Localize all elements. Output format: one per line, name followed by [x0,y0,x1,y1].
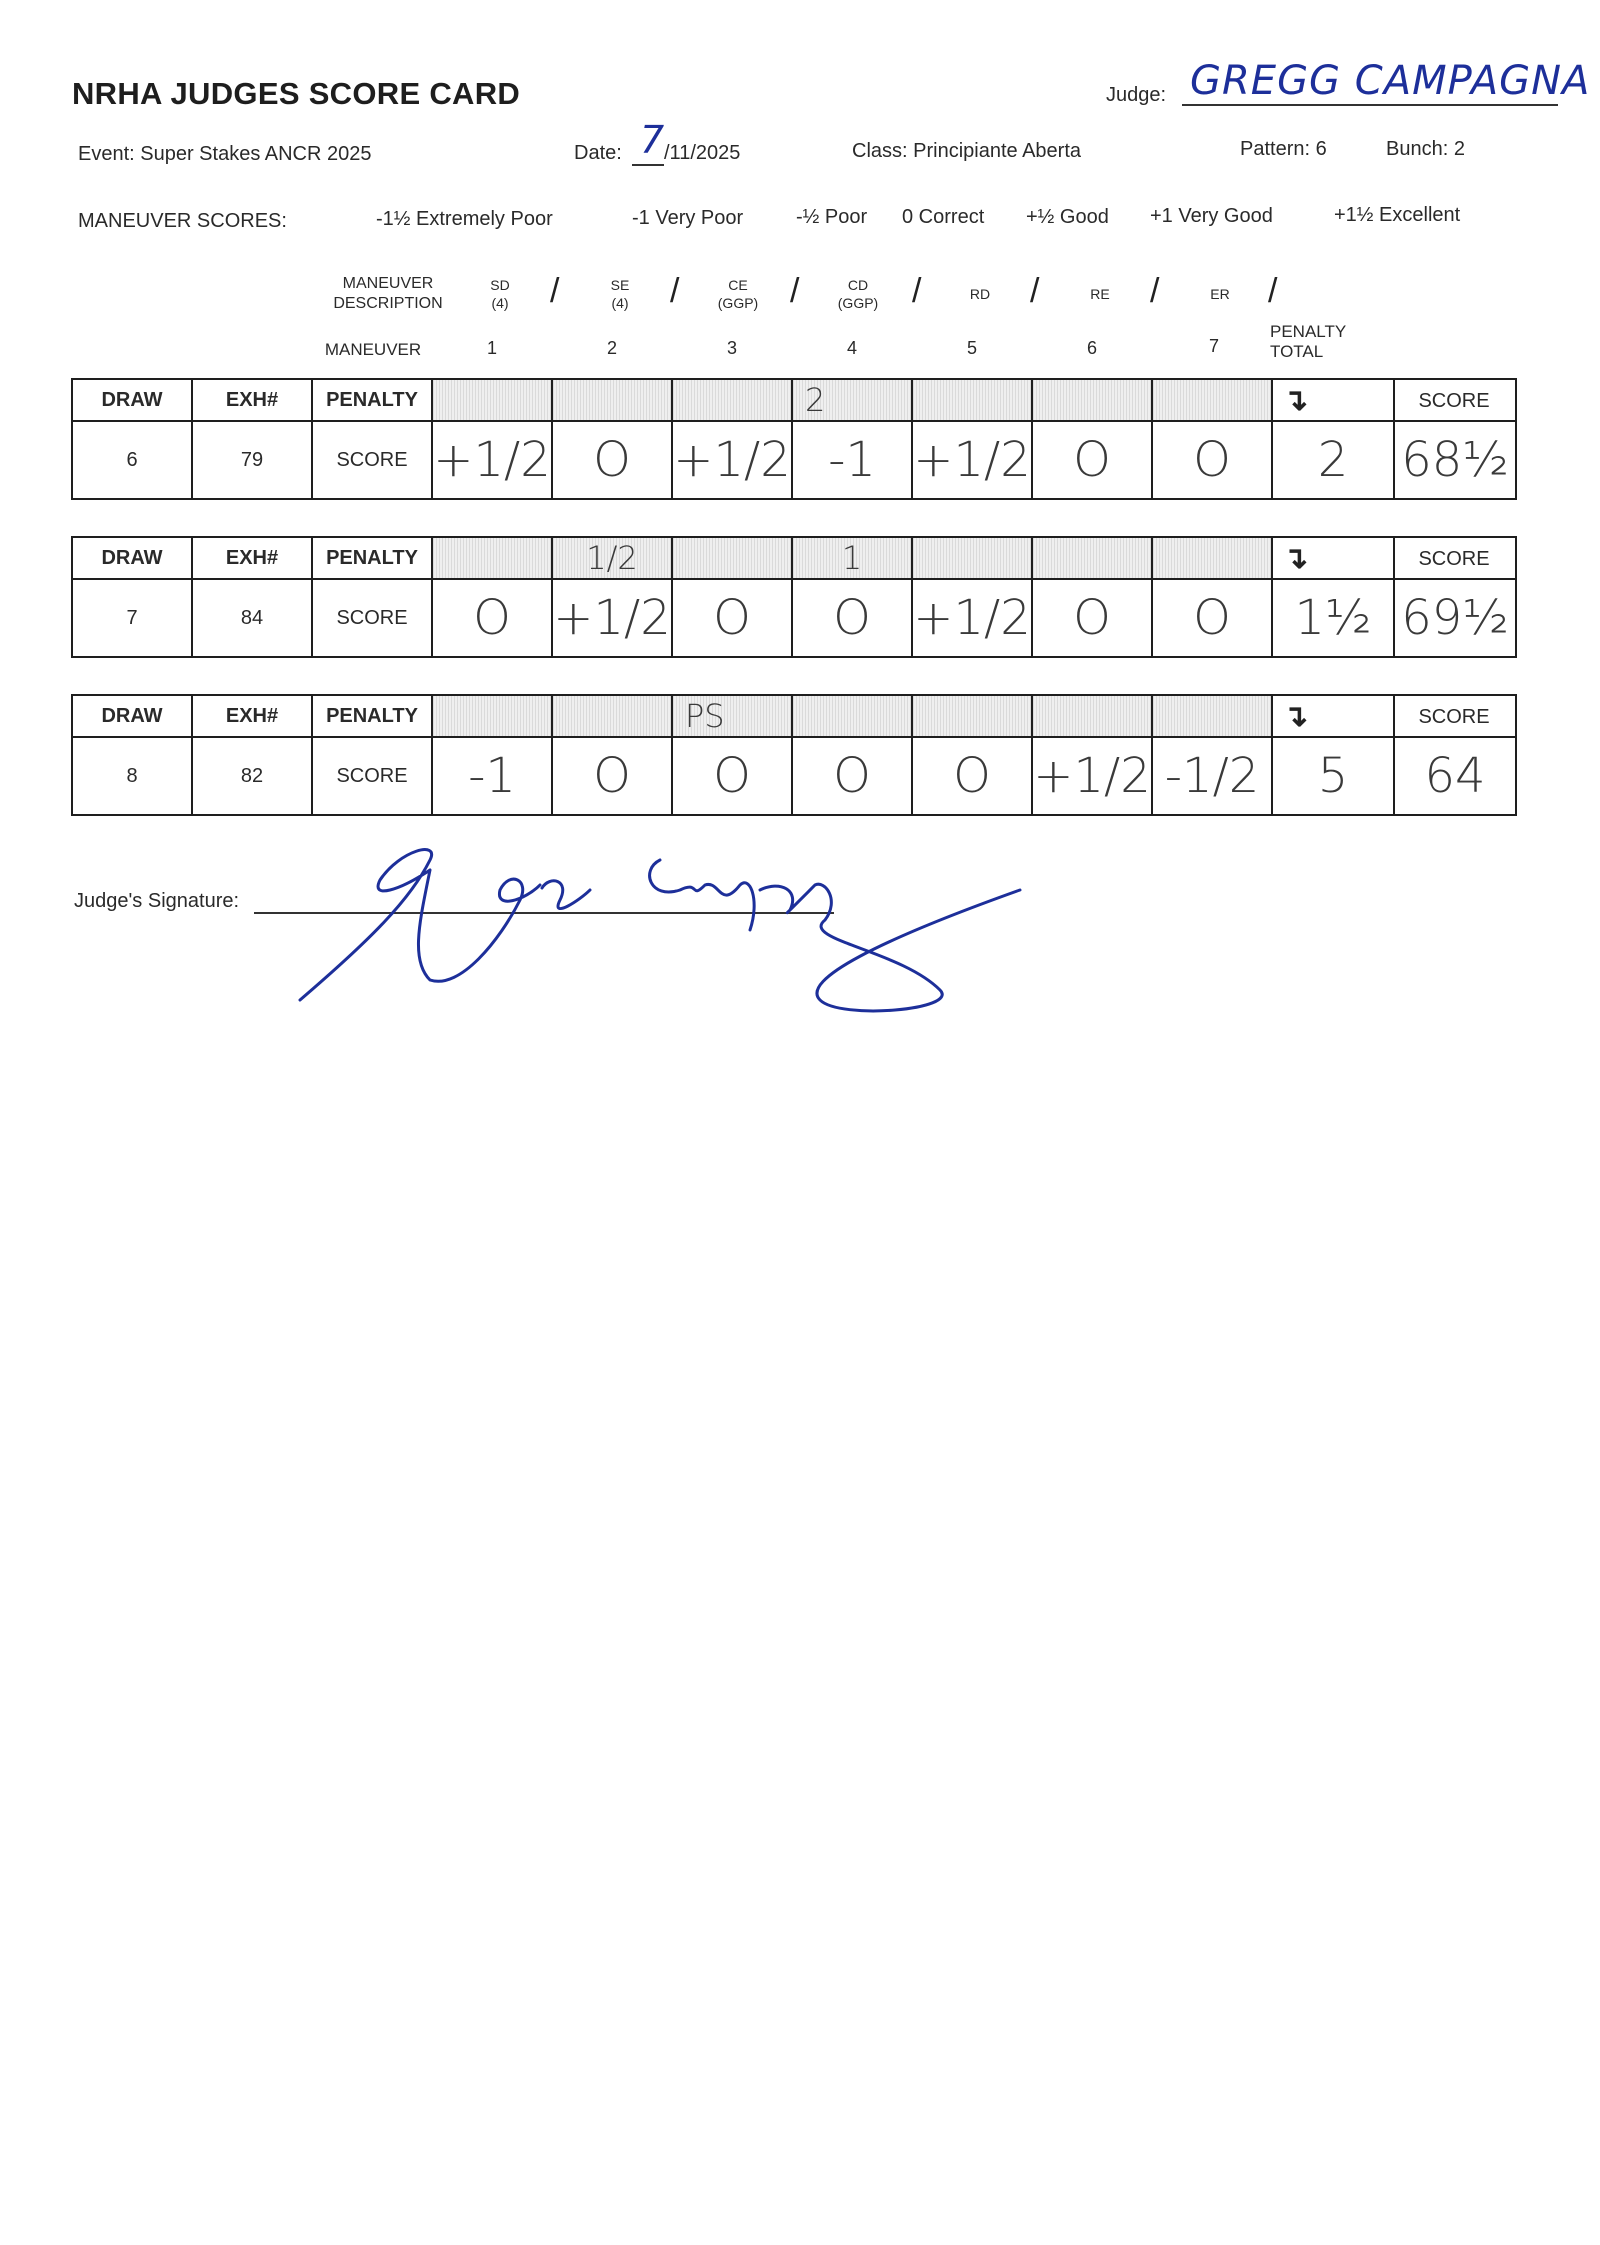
score-row [73,422,1517,500]
penalty-cell-7[interactable] [1151,378,1273,422]
penalty-total-value[interactable]: 5 [1271,736,1395,816]
score-cell-2[interactable]: O [551,420,673,500]
penalty-header-row [73,378,1517,422]
draw-value: 8 [71,736,193,816]
maneuver-number-1: 1 [486,338,497,358]
score-cell-7[interactable]: O [1151,578,1273,658]
score-header: SCORE [1393,536,1517,580]
legend-correct: 0 Correct [902,206,985,228]
exh-header: EXH# [191,536,313,580]
penalty-cell-6[interactable] [1031,536,1153,580]
penalty-total-arrow: ↴ [1271,378,1395,422]
draw-value: 7 [71,578,193,658]
maneuver-scores-label: MANEUVER SCORES: [78,210,287,232]
score-row-label: SCORE [311,578,433,658]
draw-header: DRAW [71,536,193,580]
penalty-header: PENALTY [311,694,433,738]
penalty-cell-1[interactable] [431,378,553,422]
score-cell-3[interactable]: O [671,736,793,816]
draw-header: DRAW [71,378,193,422]
maneuver-code-7: ER [1210,286,1230,302]
legend-very-poor: -1 Very Poor [632,207,744,229]
legend-good: +½ Good [1026,206,1109,228]
date-day-line [632,164,664,166]
exh-value: 84 [191,578,313,658]
exh-value: 82 [191,736,313,816]
maneuver-description-label: MANEUVER DESCRIPTION [333,275,443,312]
date-rest: /11/2025 [664,142,741,164]
draw-header: DRAW [71,694,193,738]
judge-name: GREGG CAMPAGNA [1190,58,1591,104]
penalty-header-row [73,536,1517,580]
penalty-cell-5[interactable] [911,694,1033,738]
score-cell-7[interactable]: O [1151,420,1273,500]
maneuver-code-3: CE (GGP) [717,277,759,311]
maneuver-number-4: 4 [846,338,857,358]
score-cell-1[interactable]: O [431,578,553,658]
final-score-value[interactable]: 69½ [1393,578,1517,658]
final-score-value[interactable]: 64 [1393,736,1517,816]
legend-excellent: +1½ Excellent [1334,204,1461,226]
score-cell-4[interactable]: O [791,578,913,658]
divider-slash: / [912,272,922,310]
penalty-header: PENALTY [311,536,433,580]
penalty-cell-6[interactable] [1031,694,1153,738]
divider-slash: / [1150,272,1160,310]
score-cell-1[interactable]: -1 [431,736,553,816]
score-cell-5[interactable]: O [911,736,1033,816]
penalty-cell-1[interactable] [431,536,553,580]
score-cell-4[interactable]: -1 [791,420,913,500]
penalty-total-value[interactable]: 2 [1271,420,1395,500]
score-header: SCORE [1393,694,1517,738]
penalty-cell-1[interactable] [431,694,553,738]
signature-mark [280,840,1100,1030]
score-row-label: SCORE [311,736,433,816]
pattern-info: Pattern: 6 [1240,138,1327,160]
score-cell-1[interactable]: +1/2 [431,420,553,500]
score-cell-2[interactable]: O [551,736,673,816]
maneuver-code-4: CD (GGP) [837,277,879,311]
legend-extremely-poor: -1½ Extremely Poor [376,208,553,230]
penalty-total-arrow: ↴ [1271,694,1395,738]
date-label: Date: [574,142,622,164]
legend-poor: -½ Poor [796,206,868,228]
exh-value: 79 [191,420,313,500]
penalty-cell-4[interactable]: 2 [791,378,913,422]
draw-value: 6 [71,420,193,500]
score-cell-2[interactable]: +1/2 [551,578,673,658]
score-cell-5[interactable]: +1/2 [911,420,1033,500]
maneuver-code-6: RE [1090,286,1110,302]
penalty-cell-3[interactable] [671,378,793,422]
maneuver-number-3: 3 [726,338,737,358]
final-score-value[interactable]: 68½ [1393,420,1517,500]
page-title: NRHA JUDGES SCORE CARD [72,76,521,111]
exh-header: EXH# [191,378,313,422]
maneuver-code-5: RD [969,286,991,302]
maneuver-code-2: SE (4) [610,277,630,311]
penalty-total-value[interactable]: 1½ [1271,578,1395,658]
maneuver-number-7: 7 [1208,336,1219,356]
legend-very-good: +1 Very Good [1150,205,1273,227]
score-cell-4[interactable]: O [791,736,913,816]
event-info: Event: Super Stakes ANCR 2025 [78,143,372,165]
penalty-cell-7[interactable] [1151,694,1273,738]
penalty-total-arrow: ↴ [1271,536,1395,580]
score-cell-3[interactable]: O [671,578,793,658]
exh-header: EXH# [191,694,313,738]
penalty-cell-2[interactable] [551,378,673,422]
score-header: SCORE [1393,378,1517,422]
penalty-cell-2[interactable] [551,694,673,738]
maneuver-number-2: 2 [606,338,617,358]
score-cell-7[interactable]: -1/2 [1151,736,1273,816]
penalty-header: PENALTY [311,378,433,422]
judge-label: Judge: [1106,84,1167,106]
divider-slash: / [550,272,560,310]
score-row [73,580,1517,658]
maneuver-number-6: 6 [1086,338,1097,358]
divider-slash: / [1030,272,1040,310]
score-cell-3[interactable]: +1/2 [671,420,793,500]
score-cell-5[interactable]: +1/2 [911,578,1033,658]
penalty-cell-4[interactable]: 1 [791,536,913,580]
penalty-cell-7[interactable] [1151,536,1273,580]
score-row-label: SCORE [311,420,433,500]
divider-slash: / [790,272,800,310]
class-info: Class: Principiante Aberta [852,140,1082,162]
divider-slash: / [1268,272,1278,310]
penalty-total-label: PENALTY TOTAL [1270,322,1347,361]
date-day: 7 [640,118,665,162]
score-row [73,738,1517,816]
penalty-header-row [73,694,1517,738]
signature-label: Judge's Signature: [74,890,240,912]
maneuver-number-label: MANEUVER [324,340,422,359]
judge-name-line [1182,104,1558,106]
score-cell-6[interactable]: O [1031,420,1153,500]
penalty-cell-5[interactable] [911,536,1033,580]
penalty-cell-3[interactable]: PS [671,694,793,738]
divider-slash: / [670,272,680,310]
penalty-cell-2[interactable]: 1/2 [551,536,673,580]
penalty-cell-6[interactable] [1031,378,1153,422]
penalty-cell-3[interactable] [671,536,793,580]
penalty-cell-4[interactable] [791,694,913,738]
maneuver-number-5: 5 [966,338,977,358]
bunch-info: Bunch: 2 [1386,138,1465,160]
maneuver-code-1: SD (4) [490,277,510,311]
penalty-cell-5[interactable] [911,378,1033,422]
score-cell-6[interactable]: +1/2 [1031,736,1153,816]
score-cell-6[interactable]: O [1031,578,1153,658]
